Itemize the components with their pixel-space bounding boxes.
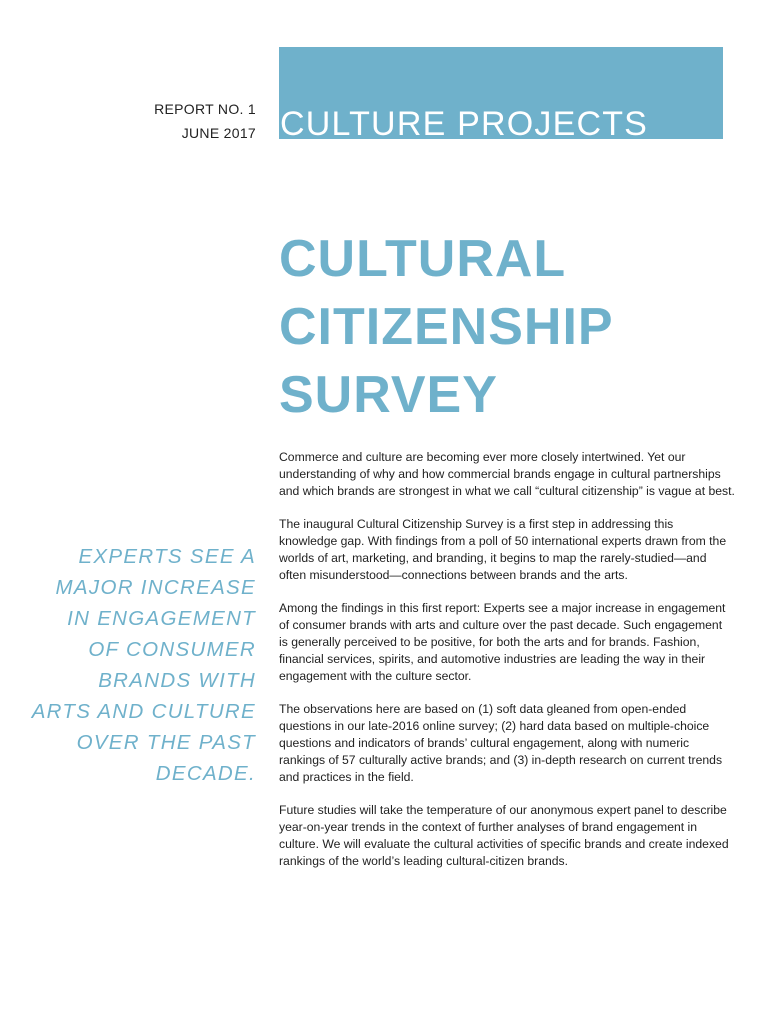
body-line: culture. We will evaluate the cultural activities of specific brands and create indexed bbox=[279, 837, 729, 851]
body-line: engagement with the culture sector. bbox=[279, 669, 472, 683]
body-line: rankings of 57 culturally active brands; and (3) in-depth research on current trends bbox=[279, 753, 723, 767]
pull-quote-line: MAJOR INCREASE bbox=[55, 576, 256, 599]
pull-quote-line: IN ENGAGEMENT bbox=[67, 607, 256, 630]
report-date: JUNE 2017 bbox=[181, 125, 256, 141]
pull-quote-line: BRANDS WITH bbox=[98, 669, 256, 692]
paragraph-findings bbox=[279, 600, 729, 685]
paragraph-observations bbox=[279, 701, 729, 786]
pull-quote-line: ARTS AND CULTURE bbox=[31, 700, 256, 723]
pull-quote-line: OF CONSUMER bbox=[88, 638, 256, 661]
body-line: questions and indicators of brands’ cultural engagement, along with numeric bbox=[279, 736, 690, 750]
title-line: CITIZENSHIP bbox=[279, 298, 614, 356]
brand-title: CULTURE PROJECTS bbox=[280, 105, 649, 143]
report-number: REPORT NO. 1 bbox=[154, 101, 256, 117]
body-line: worlds of art, marketing, and branding, it begins to map the rarely-studied—and bbox=[279, 551, 707, 565]
body-line: Commerce and culture are becoming ever more closely intertwined. Yet our bbox=[279, 450, 686, 464]
report-meta bbox=[120, 97, 256, 145]
body-line: The inaugural Cultural Citizenship Survey is a first step in addressing this bbox=[279, 517, 674, 531]
body-line: Among the findings in this first report: Experts see a major increase in engagement bbox=[279, 601, 726, 615]
body-line: rankings of the world’s leading cultural-citizen brands. bbox=[279, 854, 569, 868]
body-line: questions in our late-2016 online survey; (2) hard data based on multiple-choice bbox=[279, 719, 710, 733]
body-line: Future studies will take the temperature of our anonymous expert panel to describe bbox=[279, 803, 727, 817]
body-line: knowledge gap. With findings from a poll of 50 international experts drawn from the bbox=[279, 534, 727, 548]
body-text bbox=[279, 449, 735, 886]
body-line: of consumer brands with arts and culture over the past decade. Such engagement bbox=[279, 618, 723, 632]
body-line: and which brands are strongest in what we call “cultural citizenship” is vague at best. bbox=[279, 484, 735, 498]
pull-quote bbox=[30, 541, 256, 789]
body-line: understanding of why and how commercial brands engage in cultural partnerships bbox=[279, 467, 721, 481]
paragraph-future bbox=[279, 802, 729, 870]
paragraph-intro bbox=[279, 449, 735, 500]
title-line: CULTURAL bbox=[279, 230, 567, 288]
body-line: is generally perceived to be positive, for both the arts and for brands. Fashion, bbox=[279, 635, 700, 649]
title-line: SURVEY bbox=[279, 366, 498, 424]
document-title bbox=[279, 225, 739, 429]
pull-quote-line: DECADE. bbox=[155, 762, 256, 785]
body-line: and practices in the field. bbox=[279, 770, 414, 784]
pull-quote-line: OVER THE PAST bbox=[76, 731, 256, 754]
body-line: financial services, spirits, and automotive industries are leading the way in their bbox=[279, 652, 706, 666]
pull-quote-line: EXPERTS SEE A bbox=[78, 545, 256, 568]
body-line: The observations here are based on (1) soft data gleaned from open-ended bbox=[279, 702, 687, 716]
body-line: often misunderstood—connections between brands and the arts. bbox=[279, 568, 628, 582]
paragraph-survey bbox=[279, 516, 729, 584]
body-line: year-on-year trends in the context of further analyses of brand engagement in bbox=[279, 820, 698, 834]
